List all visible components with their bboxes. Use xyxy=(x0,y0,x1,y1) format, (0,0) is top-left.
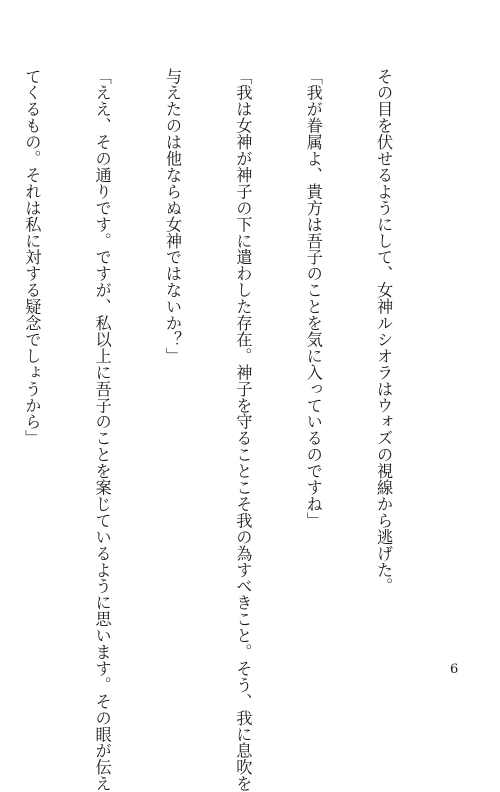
text-line: その目を伏せるようにして、女神ルシオラはウォズの視線から逃げた。 xyxy=(374,68,394,595)
text-line: 与えたのは他ならぬ女神ではないか？」 xyxy=(163,68,183,365)
text-line: 「ええ、その通りです。ですが、私以上に吾子のことを案じているように思います。その眼が伝え xyxy=(92,68,112,792)
text-line: 「我は女神が神子の下に遣わした存在。神子を守ることこそ我の為すべきこと。そう、我に息吹を xyxy=(233,68,253,792)
vertical-text-body xyxy=(0,68,442,792)
text-line: てくるもの。それは私に対する疑念でしょうから」 xyxy=(22,68,42,447)
page-number: 6 xyxy=(450,662,459,677)
text-line: 「我が眷属よ、貴方は吾子のことを気に入っているのですね」 xyxy=(303,68,323,529)
